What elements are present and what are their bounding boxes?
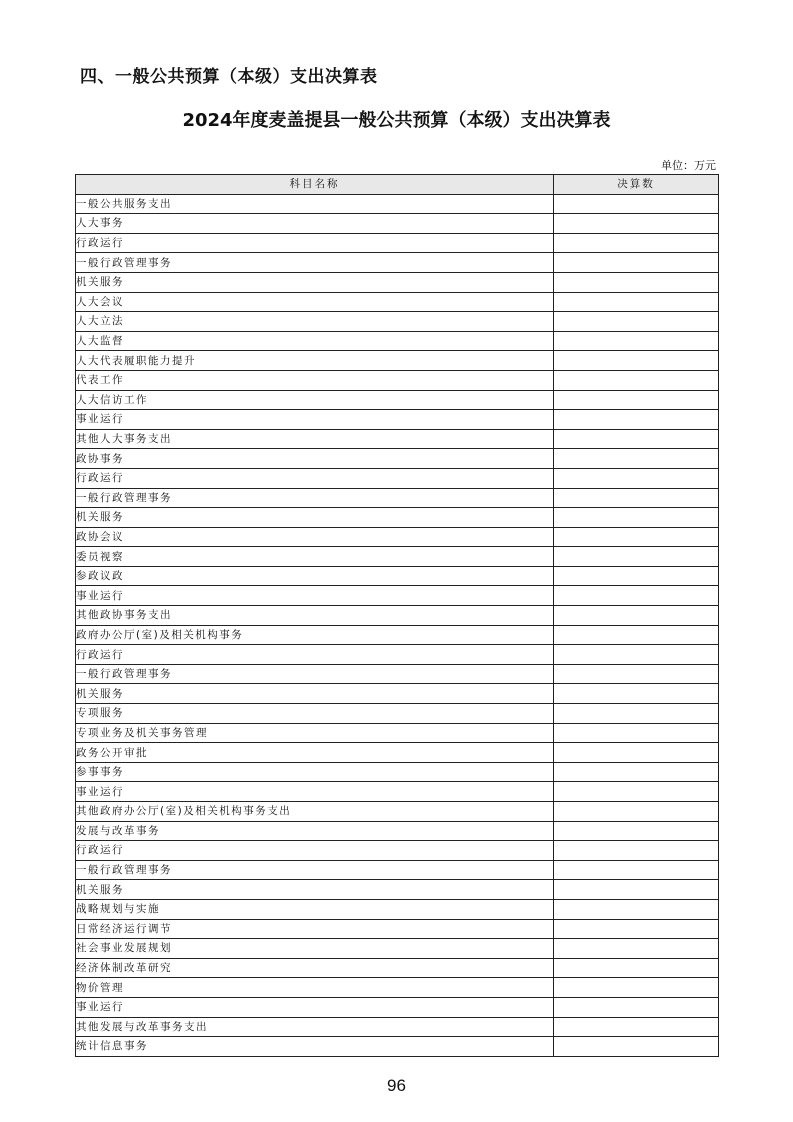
item-name-cell: 其他人大事务支出 (76, 429, 554, 449)
item-name-cell: 人大会议 (76, 292, 554, 312)
final-amount-cell (554, 214, 719, 234)
table-row (76, 449, 719, 469)
item-name-cell: 政务公开审批 (76, 743, 554, 763)
table-row (76, 762, 719, 782)
table-row (76, 1037, 719, 1057)
table-row (76, 664, 719, 684)
final-amount-cell (554, 429, 719, 449)
final-amount-cell (554, 743, 719, 763)
item-name-cell: 参政议政 (76, 566, 554, 586)
final-amount-cell (554, 860, 719, 880)
final-amount-cell (554, 802, 719, 822)
table-row (76, 723, 719, 743)
final-amount-cell (554, 899, 719, 919)
final-amount-cell (554, 449, 719, 469)
item-name-cell: 一般行政管理事务 (76, 860, 554, 880)
table-body (76, 194, 719, 1056)
final-amount-cell (554, 547, 719, 567)
item-name-cell: 其他政府办公厅(室)及相关机构事务支出 (76, 802, 554, 822)
table-row (76, 606, 719, 626)
table-row (76, 331, 719, 351)
table-row (76, 488, 719, 508)
table-row (76, 272, 719, 292)
item-name-cell: 人大监督 (76, 331, 554, 351)
table-row (76, 586, 719, 606)
table-row (76, 566, 719, 586)
final-amount-cell (554, 704, 719, 724)
final-amount-cell (554, 586, 719, 606)
final-amount-cell (554, 645, 719, 665)
table-row (76, 410, 719, 430)
item-name-cell: 经济体制改革研究 (76, 958, 554, 978)
table-row (76, 684, 719, 704)
unit-label: 单位：万元 (661, 159, 716, 172)
final-amount-cell (554, 841, 719, 861)
table-row (76, 253, 719, 273)
item-name-cell: 政协事务 (76, 449, 554, 469)
table-row (76, 704, 719, 724)
item-name-cell: 行政运行 (76, 468, 554, 488)
header-final-amount: 决算数 (554, 175, 719, 195)
table-row (76, 214, 719, 234)
table-row (76, 370, 719, 390)
table-row (76, 645, 719, 665)
final-amount-cell (554, 233, 719, 253)
item-name-cell: 人大信访工作 (76, 390, 554, 410)
table-row (76, 743, 719, 763)
table-row (76, 821, 719, 841)
table-row (76, 312, 719, 332)
final-amount-cell (554, 978, 719, 998)
item-name-cell: 一般行政管理事务 (76, 488, 554, 508)
final-amount-cell (554, 1017, 719, 1037)
final-amount-cell (554, 194, 719, 214)
final-amount-cell (554, 390, 719, 410)
table-row (76, 880, 719, 900)
item-name-cell: 机关服务 (76, 684, 554, 704)
final-amount-cell (554, 664, 719, 684)
table-row (76, 429, 719, 449)
table-row (76, 899, 719, 919)
item-name-cell: 机关服务 (76, 508, 554, 528)
final-amount-cell (554, 919, 719, 939)
item-name-cell: 机关服务 (76, 272, 554, 292)
item-name-cell: 人大代表履职能力提升 (76, 351, 554, 371)
table-row (76, 468, 719, 488)
table-row (76, 939, 719, 959)
section-heading: 四、一般公共预算（本级）支出决算表 (80, 67, 378, 87)
table-row (76, 625, 719, 645)
table-row (76, 351, 719, 371)
item-name-cell: 事业运行 (76, 997, 554, 1017)
final-amount-cell (554, 821, 719, 841)
final-amount-cell (554, 782, 719, 802)
page-number: 96 (387, 1076, 406, 1095)
final-amount-cell (554, 351, 719, 371)
item-name-cell: 社会事业发展规划 (76, 939, 554, 959)
table-row (76, 292, 719, 312)
item-name-cell: 人大事务 (76, 214, 554, 234)
final-amount-cell (554, 508, 719, 528)
final-amount-cell (554, 684, 719, 704)
item-name-cell: 行政运行 (76, 841, 554, 861)
final-amount-cell (554, 331, 719, 351)
final-amount-cell (554, 253, 719, 273)
table-header-row (76, 175, 719, 195)
final-amount-cell (554, 566, 719, 586)
item-name-cell: 其他政协事务支出 (76, 606, 554, 626)
item-name-cell: 机关服务 (76, 880, 554, 900)
final-amount-cell (554, 723, 719, 743)
table-row (76, 841, 719, 861)
table-row (76, 978, 719, 998)
table-row (76, 958, 719, 978)
table-row (76, 1017, 719, 1037)
table-row (76, 802, 719, 822)
final-amount-cell (554, 997, 719, 1017)
item-name-cell: 行政运行 (76, 645, 554, 665)
item-name-cell: 人大立法 (76, 312, 554, 332)
final-amount-cell (554, 292, 719, 312)
item-name-cell: 事业运行 (76, 782, 554, 802)
table-row (76, 997, 719, 1017)
final-amount-cell (554, 880, 719, 900)
item-name-cell: 其他发展与改革事务支出 (76, 1017, 554, 1037)
item-name-cell: 发展与改革事务 (76, 821, 554, 841)
item-name-cell: 事业运行 (76, 586, 554, 606)
expenditure-table (75, 174, 719, 1057)
item-name-cell: 事业运行 (76, 410, 554, 430)
final-amount-cell (554, 1037, 719, 1057)
final-amount-cell (554, 468, 719, 488)
final-amount-cell (554, 958, 719, 978)
final-amount-cell (554, 410, 719, 430)
final-amount-cell (554, 606, 719, 626)
table-row (76, 390, 719, 410)
table-row (76, 547, 719, 567)
item-name-cell: 专项服务 (76, 704, 554, 724)
final-amount-cell (554, 762, 719, 782)
item-name-cell: 统计信息事务 (76, 1037, 554, 1057)
item-name-cell: 政府办公厅(室)及相关机构事务 (76, 625, 554, 645)
table-row (76, 782, 719, 802)
item-name-cell: 专项业务及机关事务管理 (76, 723, 554, 743)
item-name-cell: 政协会议 (76, 527, 554, 547)
item-name-cell: 物价管理 (76, 978, 554, 998)
table-row (76, 919, 719, 939)
final-amount-cell (554, 312, 719, 332)
final-amount-cell (554, 272, 719, 292)
table-row (76, 194, 719, 214)
item-name-cell: 参事事务 (76, 762, 554, 782)
table-row (76, 527, 719, 547)
item-name-cell: 一般行政管理事务 (76, 253, 554, 273)
final-amount-cell (554, 625, 719, 645)
header-item-name: 科目名称 (76, 175, 554, 195)
table-row (76, 233, 719, 253)
final-amount-cell (554, 939, 719, 959)
item-name-cell: 战略规划与实施 (76, 899, 554, 919)
item-name-cell: 代表工作 (76, 370, 554, 390)
final-amount-cell (554, 527, 719, 547)
item-name-cell: 日常经济运行调节 (76, 919, 554, 939)
table-row (76, 508, 719, 528)
final-amount-cell (554, 488, 719, 508)
item-name-cell: 一般行政管理事务 (76, 664, 554, 684)
item-name-cell: 一般公共服务支出 (76, 194, 554, 214)
item-name-cell: 行政运行 (76, 233, 554, 253)
item-name-cell: 委员视察 (76, 547, 554, 567)
table-title: 2024年度麦盖提县一般公共预算（本级）支出决算表 (182, 110, 611, 131)
table-row (76, 860, 719, 880)
final-amount-cell (554, 370, 719, 390)
